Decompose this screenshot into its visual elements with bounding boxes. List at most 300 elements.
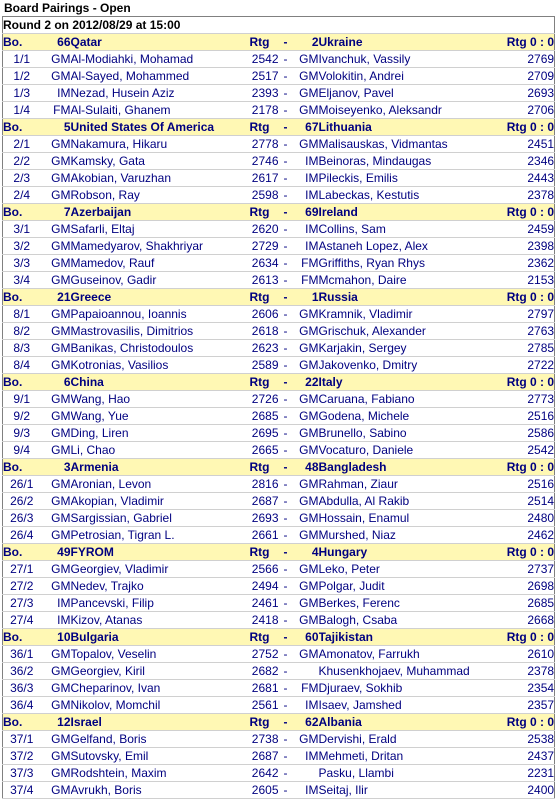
team2-number: 69	[293, 204, 319, 221]
player2-title	[293, 663, 319, 680]
player1-title: GM	[41, 255, 71, 272]
player1-title: GM	[41, 527, 71, 544]
player2-rating: 2698	[481, 578, 555, 595]
team2-name: Russia	[319, 289, 481, 306]
team1-name: Armenia	[71, 459, 241, 476]
player2-name: Moiseyenko, Aleksandr	[319, 102, 481, 119]
rating-header: Rtg	[241, 544, 279, 561]
score-header: Rtg 0 : 0	[481, 374, 555, 391]
board-number: 36/2	[3, 663, 41, 680]
team2-number: 1	[293, 289, 319, 306]
separator: -	[279, 527, 293, 544]
player1-name: Mamedyarov, Shakhriyar	[71, 238, 241, 255]
player2-title: IM	[293, 221, 319, 238]
team1-number: 10	[41, 629, 71, 646]
player2-title: GM	[293, 102, 319, 119]
player2-name: Seitaj, Ilir	[319, 782, 481, 799]
player1-name: Kizov, Atanas	[71, 612, 241, 629]
player2-rating: 2516	[481, 408, 555, 425]
player1-rating: 2618	[241, 323, 279, 340]
rating-header: Rtg	[241, 714, 279, 731]
player2-name: Eljanov, Pavel	[319, 85, 481, 102]
player2-rating: 2538	[481, 731, 555, 748]
player1-name: Wang, Hao	[71, 391, 241, 408]
board-number: 8/3	[3, 340, 41, 357]
table-row	[3, 510, 555, 527]
rating-header: Rtg	[241, 459, 279, 476]
player2-name: Khusenkhojaev, Muhammad	[319, 663, 481, 680]
player1-name: Robson, Ray	[71, 187, 241, 204]
board-number: 27/1	[3, 561, 41, 578]
player2-name: Kramnik, Vladimir	[319, 306, 481, 323]
table-row	[3, 765, 555, 782]
table-row	[3, 187, 555, 204]
team2-number: 67	[293, 119, 319, 136]
player2-rating: 2709	[481, 68, 555, 85]
team-row	[3, 204, 555, 221]
table-row	[3, 221, 555, 238]
player2-rating: 2459	[481, 221, 555, 238]
team1-number: 66	[41, 34, 71, 51]
score-header: Rtg 0 : 0	[481, 714, 555, 731]
player1-title: GM	[41, 578, 71, 595]
separator: -	[279, 748, 293, 765]
board-header: Bo.	[3, 289, 41, 306]
player2-name: Caruana, Fabiano	[319, 391, 481, 408]
player1-name: Cheparinov, Ivan	[71, 680, 241, 697]
player2-title: GM	[293, 595, 319, 612]
separator: -	[279, 697, 293, 714]
page-title: Board Pairings - Open	[4, 1, 131, 15]
board-number: 8/4	[3, 357, 41, 374]
player1-name: Nezad, Husein Aziz	[71, 85, 241, 102]
separator: -	[279, 374, 293, 391]
player1-title: GM	[41, 408, 71, 425]
separator: -	[279, 646, 293, 663]
separator: -	[279, 221, 293, 238]
player1-title: GM	[41, 340, 71, 357]
board-header: Bo.	[3, 34, 41, 51]
player1-title: GM	[41, 323, 71, 340]
separator: -	[279, 782, 293, 799]
player1-rating: 2178	[241, 102, 279, 119]
player2-name: Malisauskas, Vidmantas	[319, 136, 481, 153]
player2-title: GM	[293, 323, 319, 340]
player1-name: Nedev, Trajko	[71, 578, 241, 595]
table-row	[3, 408, 555, 425]
board-number: 9/4	[3, 442, 41, 459]
player2-name: Beinoras, Mindaugas	[319, 153, 481, 170]
separator: -	[279, 459, 293, 476]
player1-name: Banikas, Christodoulos	[71, 340, 241, 357]
player2-rating: 2357	[481, 697, 555, 714]
team2-name: Albania	[319, 714, 481, 731]
board-number: 2/1	[3, 136, 41, 153]
player1-rating: 2542	[241, 51, 279, 68]
player1-title: GM	[41, 51, 71, 68]
player1-rating: 2605	[241, 782, 279, 799]
player1-name: Papaioannou, Ioannis	[71, 306, 241, 323]
board-header: Bo.	[3, 204, 41, 221]
player2-rating: 2685	[481, 595, 555, 612]
player1-title: GM	[41, 697, 71, 714]
separator: -	[279, 136, 293, 153]
separator: -	[279, 323, 293, 340]
player1-title: GM	[41, 731, 71, 748]
team-row	[3, 714, 555, 731]
player2-name: Grischuk, Alexander	[319, 323, 481, 340]
team1-number: 5	[41, 119, 71, 136]
player2-title: GM	[293, 731, 319, 748]
team1-number: 7	[41, 204, 71, 221]
rating-header: Rtg	[241, 204, 279, 221]
player1-rating: 2617	[241, 170, 279, 187]
player2-title: IM	[293, 697, 319, 714]
player1-rating: 2634	[241, 255, 279, 272]
separator: -	[279, 238, 293, 255]
player2-rating: 2668	[481, 612, 555, 629]
separator: -	[279, 612, 293, 629]
board-number: 1/1	[3, 51, 41, 68]
player2-title: GM	[293, 493, 319, 510]
player2-rating: 2706	[481, 102, 555, 119]
team1-number: 49	[41, 544, 71, 561]
team2-name: Ireland	[319, 204, 481, 221]
board-number: 3/3	[3, 255, 41, 272]
player2-rating: 2542	[481, 442, 555, 459]
player1-name: Pancevski, Filip	[71, 595, 241, 612]
separator: -	[279, 340, 293, 357]
player2-name: Vocaturo, Daniele	[319, 442, 481, 459]
player1-rating: 2566	[241, 561, 279, 578]
table-row	[3, 782, 555, 799]
player2-rating: 2378	[481, 187, 555, 204]
player1-title: GM	[41, 68, 71, 85]
separator: -	[279, 493, 293, 510]
score-header: Rtg 0 : 0	[481, 544, 555, 561]
table-row	[3, 578, 555, 595]
board-header: Bo.	[3, 544, 41, 561]
team2-name: Hungary	[319, 544, 481, 561]
player1-title: GM	[41, 136, 71, 153]
table-row	[3, 425, 555, 442]
player2-name: Pasku, Llambi	[319, 765, 481, 782]
separator: -	[279, 561, 293, 578]
table-row	[3, 51, 555, 68]
player2-title: GM	[293, 391, 319, 408]
player2-title: IM	[293, 170, 319, 187]
player1-rating: 2461	[241, 595, 279, 612]
score-header: Rtg 0 : 0	[481, 204, 555, 221]
board-number: 37/4	[3, 782, 41, 799]
table-row	[3, 238, 555, 255]
separator: -	[279, 204, 293, 221]
player1-title: GM	[41, 646, 71, 663]
separator: -	[279, 51, 293, 68]
board-number: 1/4	[3, 102, 41, 119]
separator: -	[279, 731, 293, 748]
player1-title: GM	[41, 748, 71, 765]
separator: -	[279, 272, 293, 289]
table-row	[3, 731, 555, 748]
team2-number: 4	[293, 544, 319, 561]
separator: -	[279, 153, 293, 170]
player1-name: Nikolov, Momchil	[71, 697, 241, 714]
player2-title: GM	[293, 476, 319, 493]
team2-number: 22	[293, 374, 319, 391]
player1-rating: 2816	[241, 476, 279, 493]
board-number: 37/3	[3, 765, 41, 782]
player2-title: GM	[293, 510, 319, 527]
player1-rating: 2642	[241, 765, 279, 782]
player2-rating: 2516	[481, 476, 555, 493]
team1-number: 12	[41, 714, 71, 731]
board-number: 9/3	[3, 425, 41, 442]
player2-rating: 2693	[481, 85, 555, 102]
player1-title: GM	[41, 442, 71, 459]
player1-name: Topalov, Veselin	[71, 646, 241, 663]
separator: -	[279, 170, 293, 187]
player2-name: Balogh, Csaba	[319, 612, 481, 629]
player2-name: Brunello, Sabino	[319, 425, 481, 442]
team1-name: Azerbaijan	[71, 204, 241, 221]
player2-title: GM	[293, 527, 319, 544]
player2-name: Amonatov, Farrukh	[319, 646, 481, 663]
player1-rating: 2729	[241, 238, 279, 255]
player2-name: Abdulla, Al Rakib	[319, 493, 481, 510]
team1-name: Bulgaria	[71, 629, 241, 646]
rating-header: Rtg	[241, 119, 279, 136]
team2-number: 60	[293, 629, 319, 646]
separator: -	[279, 442, 293, 459]
player2-rating: 2769	[481, 51, 555, 68]
player2-title: GM	[293, 85, 319, 102]
board-number: 3/1	[3, 221, 41, 238]
board-number: 1/2	[3, 68, 41, 85]
team1-name: Israel	[71, 714, 241, 731]
player2-rating: 2400	[481, 782, 555, 799]
player2-title: IM	[293, 238, 319, 255]
player1-rating: 2778	[241, 136, 279, 153]
player2-rating: 2153	[481, 272, 555, 289]
player1-title: GM	[41, 476, 71, 493]
rating-header: Rtg	[241, 34, 279, 51]
separator: -	[279, 714, 293, 731]
player1-name: Aronian, Levon	[71, 476, 241, 493]
player1-rating: 2561	[241, 697, 279, 714]
player1-name: Kotronias, Vasilios	[71, 357, 241, 374]
table-row	[3, 255, 555, 272]
table-row	[3, 391, 555, 408]
player1-name: Avrukh, Boris	[71, 782, 241, 799]
board-number: 9/2	[3, 408, 41, 425]
player2-title: GM	[293, 646, 319, 663]
team-row	[3, 34, 555, 51]
separator: -	[279, 663, 293, 680]
player2-name: Godena, Michele	[319, 408, 481, 425]
player2-name: Astaneh Lopez, Alex	[319, 238, 481, 255]
player1-name: Safarli, Eltaj	[71, 221, 241, 238]
player2-title: IM	[293, 153, 319, 170]
player2-title: GM	[293, 578, 319, 595]
player2-title: FM	[293, 272, 319, 289]
player1-name: Al-Sayed, Mohammed	[71, 68, 241, 85]
player2-rating: 2437	[481, 748, 555, 765]
player1-name: Wang, Yue	[71, 408, 241, 425]
player1-name: Georgiev, Kiril	[71, 663, 241, 680]
player1-name: Gelfand, Boris	[71, 731, 241, 748]
player2-rating: 2354	[481, 680, 555, 697]
team2-name: Bangladesh	[319, 459, 481, 476]
separator: -	[279, 119, 293, 136]
team2-number: 62	[293, 714, 319, 731]
score-header: Rtg 0 : 0	[481, 289, 555, 306]
player1-rating: 2685	[241, 408, 279, 425]
player1-rating: 2589	[241, 357, 279, 374]
player2-rating: 2737	[481, 561, 555, 578]
board-number: 37/1	[3, 731, 41, 748]
player1-title: GM	[41, 272, 71, 289]
table-row	[3, 340, 555, 357]
player1-title: GM	[41, 187, 71, 204]
table-row	[3, 697, 555, 714]
player1-rating: 2661	[241, 527, 279, 544]
separator: -	[279, 85, 293, 102]
separator: -	[279, 425, 293, 442]
player2-name: Isaev, Jamshed	[319, 697, 481, 714]
separator: -	[279, 578, 293, 595]
player2-name: Karjakin, Sergey	[319, 340, 481, 357]
player2-title: IM	[293, 782, 319, 799]
player1-title: GM	[41, 782, 71, 799]
table-row	[3, 595, 555, 612]
player1-rating: 2746	[241, 153, 279, 170]
player1-title: GM	[41, 153, 71, 170]
board-number: 36/3	[3, 680, 41, 697]
player2-name: Labeckas, Kestutis	[319, 187, 481, 204]
rating-header: Rtg	[241, 374, 279, 391]
player1-name: Li, Chao	[71, 442, 241, 459]
player2-name: Berkes, Ferenc	[319, 595, 481, 612]
player2-title: IM	[293, 187, 319, 204]
board-header: Bo.	[3, 629, 41, 646]
player2-rating: 2763	[481, 323, 555, 340]
player1-name: Akopian, Vladimir	[71, 493, 241, 510]
player2-title: FM	[293, 255, 319, 272]
player1-rating: 2738	[241, 731, 279, 748]
board-number: 26/3	[3, 510, 41, 527]
player2-title: GM	[293, 357, 319, 374]
table-row	[3, 748, 555, 765]
rating-header: Rtg	[241, 629, 279, 646]
player2-name: Mehmeti, Dritan	[319, 748, 481, 765]
board-number: 8/1	[3, 306, 41, 323]
player1-name: Mastrovasilis, Dimitrios	[71, 323, 241, 340]
player1-rating: 2494	[241, 578, 279, 595]
score-header: Rtg 0 : 0	[481, 34, 555, 51]
player1-rating: 2695	[241, 425, 279, 442]
player1-title: IM	[41, 595, 71, 612]
board-number: 36/1	[3, 646, 41, 663]
player2-name: Collins, Sam	[319, 221, 481, 238]
player2-title: GM	[293, 425, 319, 442]
player1-rating: 2623	[241, 340, 279, 357]
team-row	[3, 459, 555, 476]
player1-rating: 2517	[241, 68, 279, 85]
player1-rating: 2418	[241, 612, 279, 629]
separator: -	[279, 595, 293, 612]
team2-name: Italy	[319, 374, 481, 391]
board-number: 27/2	[3, 578, 41, 595]
player2-title: GM	[293, 408, 319, 425]
player1-rating: 2687	[241, 748, 279, 765]
table-row	[3, 357, 555, 374]
table-row	[3, 153, 555, 170]
player1-title: GM	[41, 170, 71, 187]
table-row	[3, 476, 555, 493]
player1-rating: 2606	[241, 306, 279, 323]
separator: -	[279, 680, 293, 697]
player2-rating: 2480	[481, 510, 555, 527]
team-row	[3, 119, 555, 136]
team1-name: Qatar	[71, 34, 241, 51]
player2-name: Dervishi, Erald	[319, 731, 481, 748]
player1-name: Guseinov, Gadir	[71, 272, 241, 289]
player1-title: FM	[41, 102, 71, 119]
team1-number: 21	[41, 289, 71, 306]
board-header: Bo.	[3, 714, 41, 731]
player1-rating: 2752	[241, 646, 279, 663]
team1-name: China	[71, 374, 241, 391]
team2-number: 2	[293, 34, 319, 51]
player2-rating: 2378	[481, 663, 555, 680]
board-number: 26/1	[3, 476, 41, 493]
board-number: 9/1	[3, 391, 41, 408]
player1-rating: 2613	[241, 272, 279, 289]
table-row	[3, 561, 555, 578]
separator: -	[279, 289, 293, 306]
player1-title: GM	[41, 221, 71, 238]
player1-title: GM	[41, 765, 71, 782]
team2-number: 48	[293, 459, 319, 476]
player2-title: GM	[293, 612, 319, 629]
player2-title: GM	[293, 68, 319, 85]
player1-rating: 2665	[241, 442, 279, 459]
player1-rating: 2681	[241, 680, 279, 697]
board-number: 26/2	[3, 493, 41, 510]
table-row	[3, 102, 555, 119]
score-header: Rtg 0 : 0	[481, 119, 555, 136]
board-number: 1/3	[3, 85, 41, 102]
separator: -	[279, 34, 293, 51]
player2-rating: 2443	[481, 170, 555, 187]
table-row	[3, 85, 555, 102]
table-row	[3, 272, 555, 289]
board-number: 37/2	[3, 748, 41, 765]
score-header: Rtg 0 : 0	[481, 459, 555, 476]
player2-name: Murshed, Niaz	[319, 527, 481, 544]
player1-rating: 2693	[241, 510, 279, 527]
table-row	[3, 442, 555, 459]
team-row	[3, 289, 555, 306]
player2-name: Djuraev, Sokhib	[319, 680, 481, 697]
player1-name: Akobian, Varuzhan	[71, 170, 241, 187]
player2-rating: 2586	[481, 425, 555, 442]
table-row	[3, 493, 555, 510]
table-row	[3, 646, 555, 663]
player2-title: GM	[293, 136, 319, 153]
player1-title: GM	[41, 663, 71, 680]
